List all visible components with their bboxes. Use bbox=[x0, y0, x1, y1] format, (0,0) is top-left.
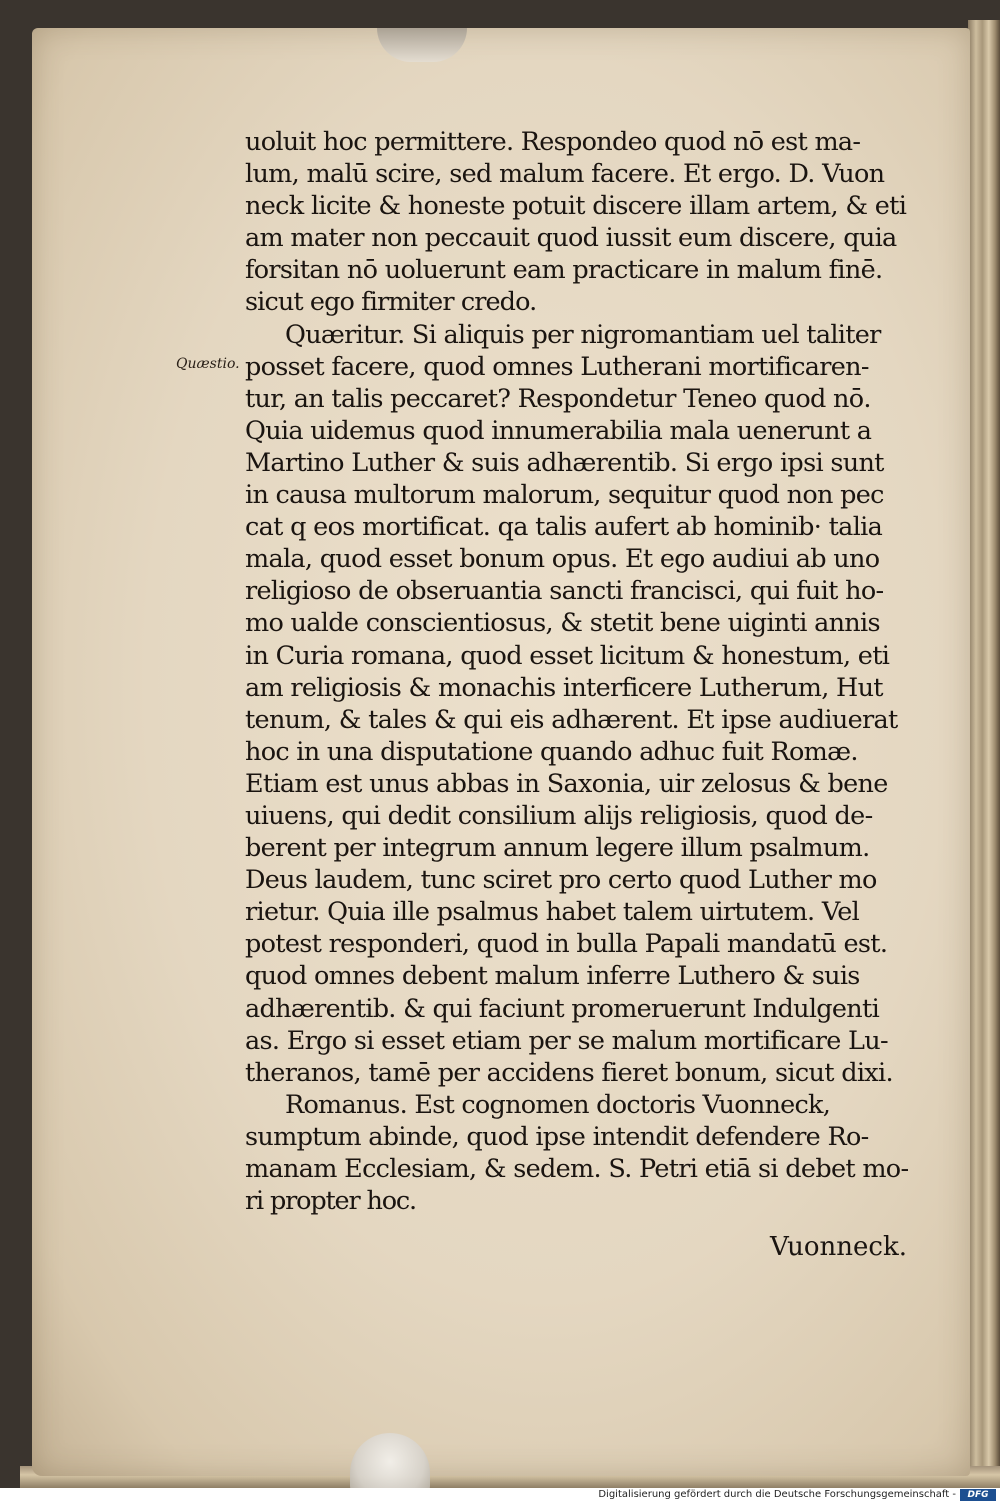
text-line: tenum, & tales & qui eis adhærent. Et ipse audiuerat bbox=[245, 704, 898, 735]
signature: Vuonneck. bbox=[770, 1232, 907, 1262]
text-line: Deus laudem, tunc sciret pro certo quod Luther mo bbox=[245, 865, 877, 896]
text-line: as. Ergo si esset etiam per se malum mortificare Lu- bbox=[245, 1025, 888, 1056]
text-line: Quæritur. Si aliquis per nigromantiam uel taliter bbox=[285, 319, 881, 350]
text-line: forsitan nō uoluerunt eam practicare in malum finē. bbox=[245, 255, 883, 286]
dfg-logo-icon: DFG bbox=[960, 1489, 996, 1501]
text-line: sumptum abinde, quod ipse intendit defendere Ro- bbox=[245, 1121, 869, 1152]
text-line: adhærentib. & qui faciunt promeruerunt Indulgenti bbox=[245, 993, 880, 1024]
text-line: mala, quod esset bonum opus. Et ego audiui ab uno bbox=[245, 544, 880, 575]
text-line: potest responderi, quod in bulla Papali mandatū est. bbox=[245, 929, 888, 960]
text-line: Quia uidemus quod innumerabilia mala uenerunt a bbox=[245, 415, 872, 446]
text-line: Romanus. Est cognomen doctoris Vuonneck, bbox=[285, 1089, 831, 1120]
footer-bar bbox=[0, 1488, 1000, 1502]
text-line: cat q eos mortificat. qa talis aufert ab hominib· talia bbox=[245, 512, 883, 543]
text-line: ri propter hoc. bbox=[245, 1186, 416, 1217]
text-line: neck licite & honeste potuit discere illam artem, & eti bbox=[245, 191, 907, 222]
text-line: uoluit hoc permittere. Respondeo quod nō est ma- bbox=[245, 127, 861, 157]
text-line: tur, an talis peccaret? Respondetur Teneo quod nō. bbox=[245, 383, 871, 414]
text-line: religioso de obseruantia sancti francisci, qui fuit ho- bbox=[245, 576, 884, 607]
text-line: manam Ecclesiam, & sedem. S. Petri etiā si debet mo- bbox=[245, 1154, 909, 1184]
text-line: am mater non peccauit quod iussit eum discere, quia bbox=[245, 223, 897, 254]
text-line: Martino Luther & suis adhærentib. Si ergo ipsi sunt bbox=[245, 447, 884, 478]
text-line: hoc in una disputatione quando adhuc fuit Romæ. bbox=[245, 736, 858, 767]
text-line: berent per integrum annum legere illum psalmum. bbox=[245, 833, 870, 864]
text-line: rietur. Quia ille psalmus habet talem uirtutem. Vel bbox=[245, 897, 860, 928]
book-page-edges bbox=[968, 20, 1000, 1480]
text-line: sicut ego firmiter credo. bbox=[245, 287, 537, 318]
text-line: posset facere, quod omnes Lutherani mortificaren- bbox=[245, 351, 869, 382]
margin-note: Quæstio. bbox=[176, 356, 240, 372]
text-line: theranos, tamē per accidens fieret bonum, sicut dixi. bbox=[245, 1057, 893, 1088]
text-line: quod omnes debent malum inferre Luthero & suis bbox=[245, 961, 860, 992]
page-clip-top bbox=[377, 28, 467, 62]
footer-credit: Digitalisierung gefördert durch die Deutsche Forschungsgemeinschaft - bbox=[598, 1489, 956, 1500]
text-line: in Curia romana, quod esset licitum & honestum, eti bbox=[245, 640, 890, 671]
text-line: lum, malū scire, sed malum facere. Et ergo. D. Vuon bbox=[245, 159, 885, 190]
text-line: am religiosis & monachis interficere Lutherum, Hut bbox=[245, 672, 883, 703]
text-line: in causa multorum malorum, sequitur quod non pec bbox=[245, 480, 884, 511]
text-line: mo ualde conscientiosus, & stetit bene uiginti annis bbox=[245, 608, 880, 639]
text-line: Etiam est unus abbas in Saxonia, uir zelosus & bene bbox=[245, 768, 888, 799]
page-text bbox=[245, 126, 945, 1217]
text-line: uiuens, qui dedit consilium alijs religiosis, quod de- bbox=[245, 800, 873, 831]
